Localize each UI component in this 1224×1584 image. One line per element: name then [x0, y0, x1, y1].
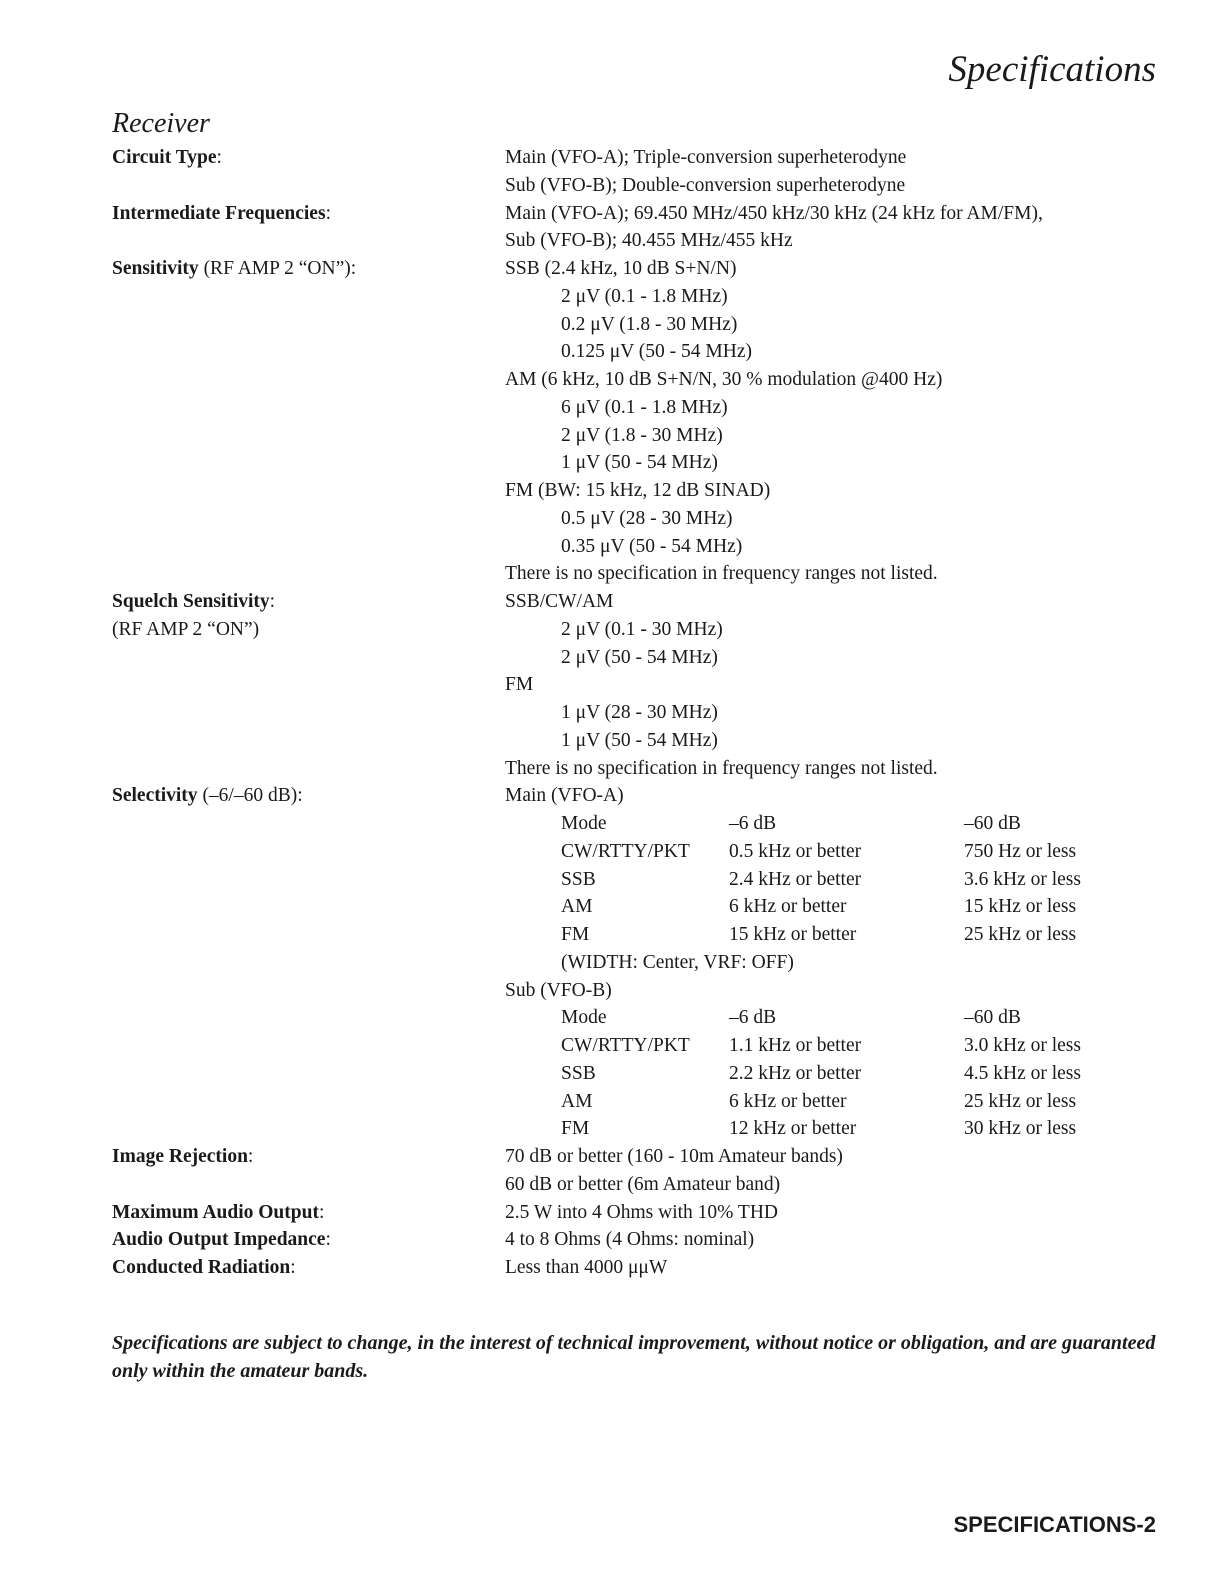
spec-subheading: FM	[505, 674, 534, 696]
spec-line: Sub (VFO-B); Double-conversion superheterodyne	[505, 174, 906, 196]
spec-subheading: SSB/CW/AM	[505, 591, 614, 612]
table-row: FM 15 kHz or better 25 kHz or less	[561, 924, 1077, 945]
spec-note: (WIDTH: Center, VRF: OFF)	[561, 951, 794, 973]
spec-line: 0.35 μV (50 - 54 MHz)	[561, 535, 743, 557]
spec-value	[505, 782, 1162, 1143]
spec-line: Main (VFO-A); Triple-conversion superheterodyne	[505, 147, 907, 168]
spec-line: 2 μV (0.1 - 1.8 MHz)	[561, 285, 728, 307]
spec-value: Less than 4000 μμW	[505, 1257, 668, 1278]
spec-max-audio-output	[112, 1199, 1162, 1227]
spec-value	[505, 144, 1162, 200]
spec-label: Intermediate Frequencies:	[112, 202, 331, 224]
spec-value: 4 to 8 Ohms (4 Ohms: nominal)	[505, 1229, 755, 1251]
selectivity-table-sub	[561, 1004, 1081, 1143]
section-title-receiver: Receiver	[112, 108, 210, 139]
spec-subheading: Sub (VFO-B)	[505, 979, 612, 1001]
spec-line: 1 μV (50 - 54 MHz)	[561, 452, 718, 474]
spec-line: 60 dB or better (6m Amateur band)	[505, 1173, 781, 1195]
spec-line: 70 dB or better (160 - 10m Amateur bands)	[505, 1146, 843, 1167]
table-row: Mode –6 dB –60 dB	[561, 1007, 1021, 1029]
table-row: Mode –6 dB –60 dB	[561, 813, 1021, 834]
spec-sensitivity	[112, 255, 1162, 588]
spec-label: Conducted Radiation:	[112, 1257, 296, 1278]
table-row: SSB 2.4 kHz or better 3.6 kHz or less	[561, 868, 1081, 890]
spec-line: 0.2 μV (1.8 - 30 MHz)	[561, 313, 738, 335]
spec-circuit-type	[112, 144, 1162, 200]
spec-audio-output-impedance	[112, 1226, 1162, 1254]
table-row: CW/RTTY/PKT 1.1 kHz or better 3.0 kHz or less	[561, 1035, 1081, 1056]
spec-line: Sub (VFO-B); 40.455 MHz/455 kHz	[505, 230, 793, 252]
spec-subheading: Main (VFO-A)	[505, 785, 624, 807]
table-row: CW/RTTY/PKT 0.5 kHz or better 750 Hz or less	[561, 840, 1077, 862]
spec-note: There is no specification in frequency ranges not listed.	[505, 757, 938, 779]
table-row: SSB 2.2 kHz or better 4.5 kHz or less	[561, 1062, 1081, 1084]
spec-label: Squelch Sensitivity: (RF AMP 2 “ON”)	[112, 588, 505, 782]
spec-image-rejection	[112, 1143, 1162, 1199]
spec-conducted-radiation	[112, 1254, 1162, 1282]
spec-label: Audio Output Impedance:	[112, 1229, 331, 1251]
spec-value	[505, 1143, 1162, 1199]
spec-subheading: SSB (2.4 kHz, 10 dB S+N/N)	[505, 258, 737, 279]
spec-label: Maximum Audio Output:	[112, 1201, 325, 1223]
table-row: FM 12 kHz or better 30 kHz or less	[561, 1118, 1077, 1140]
spec-line: 2 μV (1.8 - 30 MHz)	[561, 424, 723, 446]
spec-subheading: FM (BW: 15 kHz, 12 dB SINAD)	[505, 480, 771, 501]
spec-intermediate-frequencies	[112, 200, 1162, 256]
spec-list	[112, 144, 1162, 1282]
spec-line: 1 μV (28 - 30 MHz)	[561, 702, 718, 723]
spec-line: 2 μV (50 - 54 MHz)	[561, 646, 718, 668]
spec-label: Circuit Type:	[112, 147, 222, 168]
spec-value	[505, 200, 1162, 256]
spec-line: 6 μV (0.1 - 1.8 MHz)	[561, 396, 728, 418]
spec-note: There is no specification in frequency ranges not listed.	[505, 563, 938, 585]
spec-value	[505, 588, 1162, 782]
spec-value: 2.5 W into 4 Ohms with 10% THD	[505, 1201, 779, 1223]
spec-line: 0.125 μV (50 - 54 MHz)	[561, 341, 752, 363]
spec-line: 1 μV (50 - 54 MHz)	[561, 729, 718, 751]
table-row: AM 6 kHz or better 15 kHz or less	[561, 896, 1077, 918]
spec-subheading: AM (6 kHz, 10 dB S+N/N, 30 % modulation @400 Hz)	[505, 369, 943, 390]
selectivity-table-main	[561, 810, 1081, 949]
spec-label: Image Rejection:	[112, 1146, 254, 1167]
page-footer: SPECIFICATIONS-2	[953, 1512, 1156, 1537]
spec-label: Selectivity (–6/–60 dB):	[112, 785, 303, 807]
spec-selectivity	[112, 782, 1162, 1143]
spec-label: Sensitivity (RF AMP 2 “ON”):	[112, 258, 357, 279]
spec-label-condition: (RF AMP 2 “ON”)	[112, 618, 260, 640]
spec-line: 0.5 μV (28 - 30 MHz)	[561, 507, 733, 529]
page-title: Specifications	[948, 49, 1156, 90]
specifications-disclaimer: Specifications are subject to change, in the interest of technical improvement, without notice or obligation, and are guaranteed only within the amateur bands.	[112, 1332, 1156, 1382]
spec-squelch-sensitivity	[112, 588, 1162, 782]
spec-line: Main (VFO-A); 69.450 MHz/450 kHz/30 kHz (24 kHz for AM/FM),	[505, 202, 1043, 224]
spec-line: 2 μV (0.1 - 30 MHz)	[561, 618, 723, 640]
table-row: AM 6 kHz or better 25 kHz or less	[561, 1090, 1077, 1112]
spec-value	[505, 255, 1162, 588]
